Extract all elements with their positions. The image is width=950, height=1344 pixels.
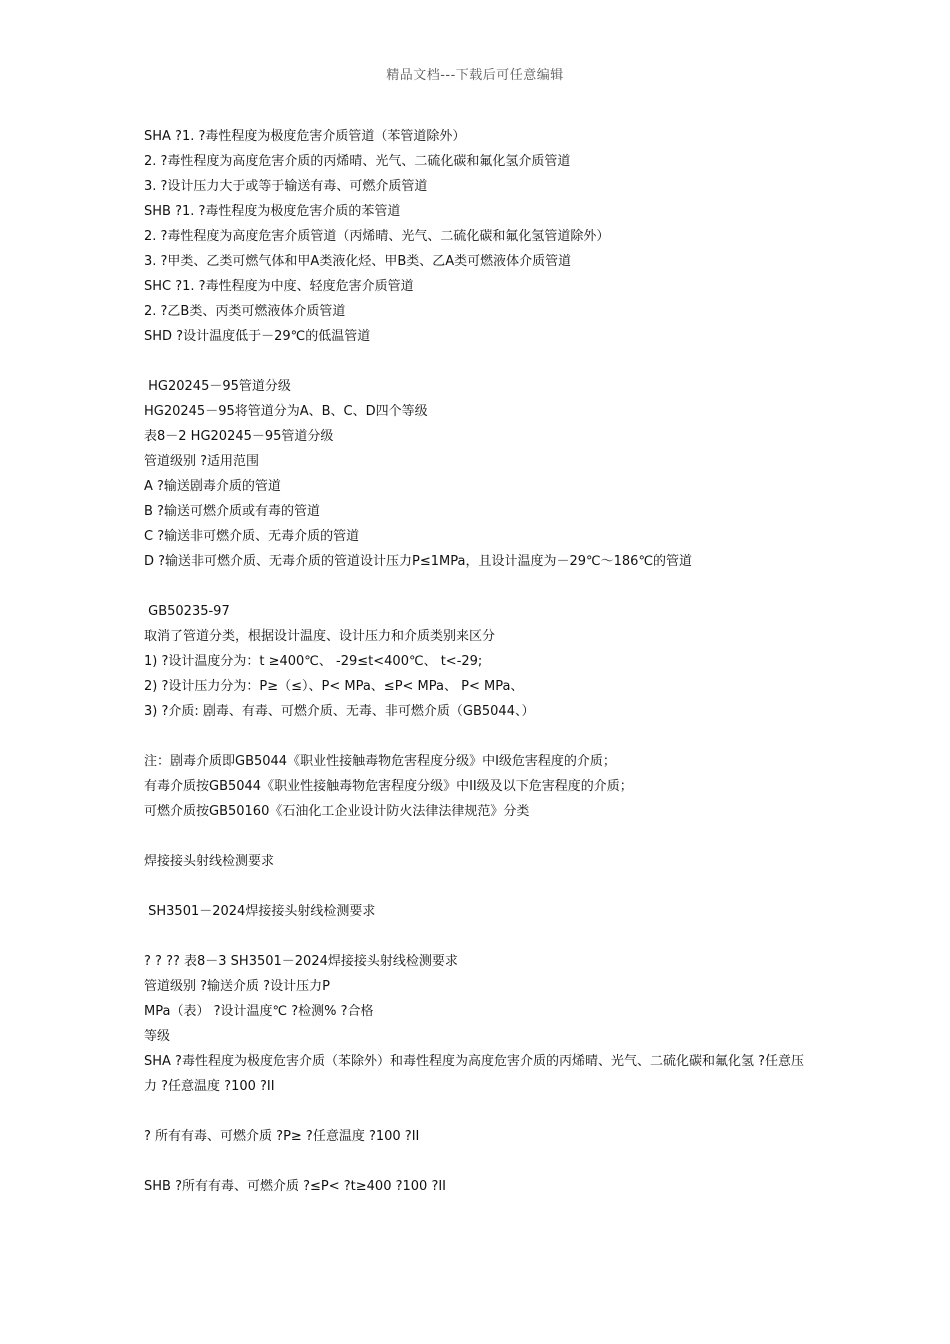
table-row-line: A ?输送剧毒介质的管道	[144, 479, 281, 494]
text-line: SHC ?1. ?毒性程度为中度、轻度危害介质管道	[144, 279, 414, 294]
table-header-line: 管道级别 ?适用范围	[144, 454, 260, 469]
blank-line	[144, 1149, 814, 1174]
blank-line	[144, 574, 814, 599]
text-line: 3. ?设计压力大于或等于输送有毒、可燃介质管道	[144, 179, 428, 194]
table-caption: 表8－2 HG20245－95管道分级	[144, 429, 334, 444]
text-line: 2. ?乙B类、丙类可燃液体介质管道	[144, 304, 346, 319]
note-line: 可燃介质按GB50160《石油化工企业设计防火法律法律规范》分类	[144, 804, 530, 819]
blank-line	[144, 824, 814, 849]
section-heading: SH3501－2024焊接接头射线检测要求	[144, 904, 376, 919]
table-header-line: 管道级别 ?输送介质 ?设计压力P	[144, 979, 330, 994]
text-line: SHB ?1. ?毒性程度为极度危害介质的苯管道	[144, 204, 401, 219]
blank-line	[144, 724, 814, 749]
table-caption: ? ? ?? 表8－3 SH3501－2024焊接接头射线检测要求	[144, 954, 458, 969]
blank-line	[144, 349, 814, 374]
table-row-line: C ?输送非可燃介质、无毒介质的管道	[144, 529, 360, 544]
note-line: 有毒介质按GB5044《职业性接触毒物危害程度分级》中ⅠⅠ级及以下危害程度的介质；	[144, 779, 633, 794]
section-heading: HG20245－95管道分级	[144, 379, 291, 394]
text-line: 3. ?甲类、乙类可燃气体和甲A类液化烃、甲B类、乙A类可燃液体介质管道	[144, 254, 572, 269]
table-header-line: 等级	[144, 1029, 171, 1044]
blank-line	[144, 874, 814, 899]
note-line: 注：剧毒介质即GB5044《职业性接触毒物危害程度分级》中Ⅰ级危害程度的介质；	[144, 754, 616, 769]
text-line: 取消了管道分类，根据设计温度、设计压力和介质类别来区分	[144, 629, 496, 644]
text-line: HG20245－95将管道分为A、B、C、D四个等级	[144, 404, 428, 419]
table-row-line: D ?输送非可燃介质、无毒介质的管道设计压力P≤1MPa，且设计温度为－29℃～186℃的管道	[144, 554, 693, 569]
table-row-line: SHA ?毒性程度为极度危害介质（苯除外）和毒性程度为高度危害介质的丙烯晴、光气、二硫化碳和氟化氢 ?任意压力 ?任意温度 ?100 ?ⅠⅠ	[144, 1054, 804, 1094]
text-line: 2. ?毒性程度为高度危害介质的丙烯晴、光气、二硫化碳和氟化氢介质管道	[144, 154, 571, 169]
text-line: SHA ?1. ?毒性程度为极度危害介质管道（苯管道除外）	[144, 129, 466, 144]
section-heading: 焊接接头射线检测要求	[144, 854, 275, 869]
table-header-line: MPa（表） ?设计温度℃ ?检测% ?合格	[144, 1004, 374, 1019]
text-line: 2. ?毒性程度为高度危害介质管道（丙烯晴、光气、二硫化碳和氟化氢管道除外）	[144, 229, 610, 244]
table-row-line: B ?输送可燃介质或有毒的管道	[144, 504, 320, 519]
document-body	[144, 124, 814, 1199]
blank-line	[144, 924, 814, 949]
text-line: 3) ?介质: 剧毒、有毒、可燃介质、无毒、非可燃介质（GB5044、）	[144, 704, 535, 719]
text-line: 2) ?设计压力分为：P≥（≤）、P< MPa、≤P< MPa、 P< MPa、	[144, 679, 524, 694]
blank-line	[144, 1099, 814, 1124]
table-row-line: ? 所有有毒、可燃介质 ?P≥ ?任意温度 ?100 ?ⅠⅠ	[144, 1129, 420, 1144]
text-line: 1) ?设计温度分为：t ≥400℃、 -29≤t<400℃、 t<-29;	[144, 654, 483, 669]
page-header: 精品文档---下载后可任意编辑	[386, 68, 564, 83]
table-row-line: SHB ?所有有毒、可燃介质 ?≤P< ?t≥400 ?100 ?ⅠⅠ	[144, 1179, 447, 1194]
section-heading: GB50235-97	[144, 604, 230, 619]
text-line: SHD ?设计温度低于－29℃的低温管道	[144, 329, 371, 344]
